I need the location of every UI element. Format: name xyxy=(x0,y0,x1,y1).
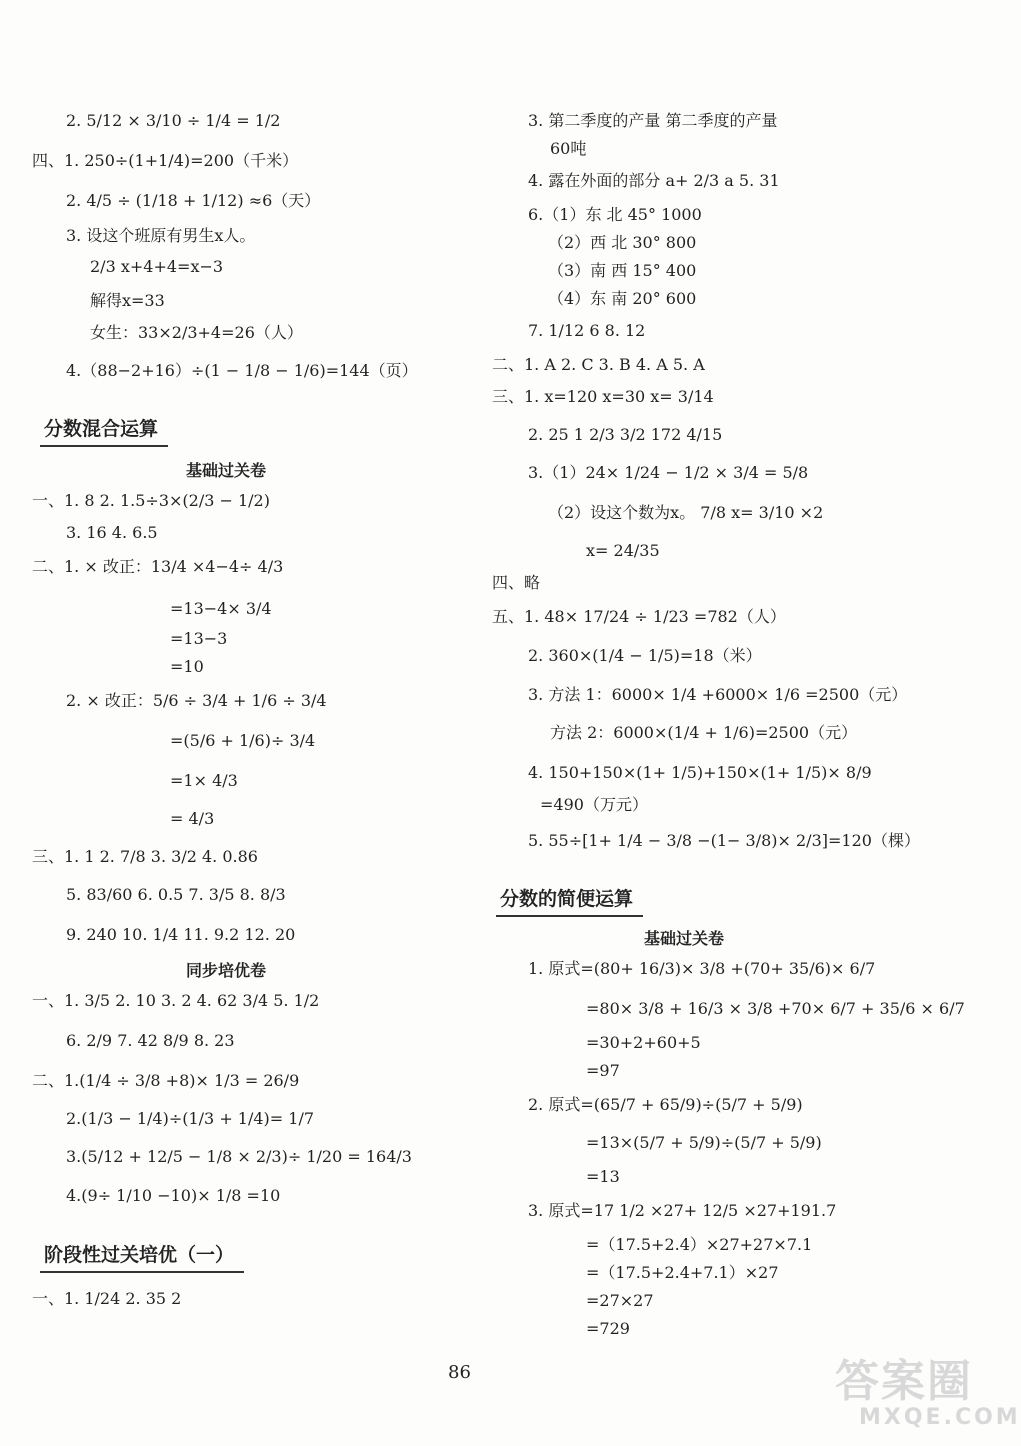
answer-line: 一、1. 1/24 2. 35 2 xyxy=(32,1289,182,1308)
answer-line: =13 xyxy=(586,1167,620,1186)
answer-line: 2. 25 1 2/3 3/2 172 4/15 xyxy=(528,425,723,444)
answer-line: 2.(1/3 − 1/4)÷(1/3 + 1/4)= 1/7 xyxy=(66,1109,315,1128)
section-title-fraction-mixed: 分数混合运算 xyxy=(44,414,158,441)
answer-line: 60吨 xyxy=(550,139,587,158)
answer-line: 2. 360×(1/4 − 1/5)=18（米） xyxy=(528,646,762,665)
answer-line: 3. 原式=17 1/2 ×27+ 12/5 ×27+191.7 xyxy=(528,1201,837,1220)
answer-line: =（17.5+2.4）×27+27×7.1 xyxy=(586,1235,813,1254)
answer-line: 2. 5/12 × 3/10 ÷ 1/4 = 1/2 xyxy=(66,111,281,130)
answer-line: =729 xyxy=(586,1319,630,1338)
answer-line: 3. 设这个班原有男生x人。 xyxy=(66,226,256,245)
answer-line: （4）东 南 20° 600 xyxy=(548,289,697,308)
answer-line: 五、1. 48× 17/24 ÷ 1/23 =782（人） xyxy=(492,607,786,626)
answer-line: 3. 第二季度的产量 第二季度的产量 xyxy=(528,111,778,130)
subsection-title-basic: 基础过关卷 xyxy=(644,929,725,948)
answer-line: 3. 方法 1：6000× 1/4 +6000× 1/6 =2500（元） xyxy=(528,685,908,704)
answer-line: =97 xyxy=(586,1061,620,1080)
answer-line: 9. 240 10. 1/4 11. 9.2 12. 20 xyxy=(66,925,296,944)
answer-line: 二、1. A 2. C 3. B 4. A 5. A xyxy=(492,355,705,374)
answer-line: x= 24/35 xyxy=(586,541,660,560)
answer-line: =27×27 xyxy=(586,1291,654,1310)
section-title-fraction-simple: 分数的简便运算 xyxy=(500,884,633,911)
subsection-title-sync: 同步培优卷 xyxy=(186,961,267,980)
answer-line: 二、1.(1/4 ÷ 3/8 +8)× 1/3 = 26/9 xyxy=(32,1071,300,1090)
watermark-logo xyxy=(835,1356,1021,1438)
answer-line: 4.（88−2+16）÷(1 − 1/8 − 1/6)=144（页） xyxy=(66,361,418,380)
answer-line: 7. 1/12 6 8. 12 xyxy=(528,321,646,340)
answer-line: 四、略 xyxy=(492,573,541,592)
answer-line: 3. 16 4. 6.5 xyxy=(66,523,158,542)
answer-line: 方法 2：6000×(1/4 + 1/6)=2500（元） xyxy=(550,723,858,742)
page-number: 86 xyxy=(448,1362,471,1383)
answer-line: 三、1. 1 2. 7/8 3. 3/2 4. 0.86 xyxy=(32,847,258,866)
answer-line: =490（万元） xyxy=(540,795,648,814)
answer-line: 2. 原式=(65/7 + 65/9)÷(5/7 + 5/9) xyxy=(528,1095,803,1114)
answer-line: 解得x=33 xyxy=(90,291,165,310)
answer-line: =10 xyxy=(170,657,204,676)
answer-line: =13−3 xyxy=(170,629,228,648)
answer-line: 4. 露在外面的部分 a+ 2/3 a 5. 31 xyxy=(528,171,780,190)
answer-line: 1. 原式=(80+ 16/3)× 3/8 +(70+ 35/6)× 6/7 xyxy=(528,959,876,978)
answer-line: =13×(5/7 + 5/9)÷(5/7 + 5/9) xyxy=(586,1133,822,1152)
answer-line: （2）设这个数为x。 7/8 x= 3/10 ×2 xyxy=(548,503,824,522)
answer-line: 四、1. 250÷(1+1/4)=200（千米） xyxy=(32,151,299,170)
answer-line: =30+2+60+5 xyxy=(586,1033,701,1052)
answer-line: 一、1. 3/5 2. 10 3. 2 4. 62 3/4 5. 1/2 xyxy=(32,991,320,1010)
answer-line: 一、1. 8 2. 1.5÷3×(2/3 − 1/2) xyxy=(32,491,270,510)
answer-line: = 4/3 xyxy=(170,809,215,828)
answer-line: =(5/6 + 1/6)÷ 3/4 xyxy=(170,731,316,750)
answer-line: （3）南 西 15° 400 xyxy=(548,261,697,280)
answer-line: 3.（1）24× 1/24 − 1/2 × 3/4 = 5/8 xyxy=(528,463,809,482)
answer-line: 2/3 x+4+4=x−3 xyxy=(90,257,224,276)
answer-line: 4. 150+150×(1+ 1/5)+150×(1+ 1/5)× 8/9 xyxy=(528,763,872,782)
answer-line: 2. 4/5 ÷ (1/18 + 1/12) ≈6（天） xyxy=(66,191,321,210)
answer-line: =1× 4/3 xyxy=(170,771,238,790)
answer-line: 6. 2/9 7. 42 8/9 8. 23 xyxy=(66,1031,235,1050)
watermark-text: 答案圈 xyxy=(835,1356,973,1407)
answer-line: 女生：33×2/3+4=26（人） xyxy=(90,323,303,342)
answer-line: 二、1. × 改正：13/4 ×4−4÷ 4/3 xyxy=(32,557,284,576)
watermark-url: MXQE.COM xyxy=(859,1405,1021,1430)
answer-line: 5. 55÷[1+ 1/4 − 3/8 −(1− 3/8)× 2/3]=120（棵） xyxy=(528,831,920,850)
answer-line: =13−4× 3/4 xyxy=(170,599,272,618)
subsection-title-basic: 基础过关卷 xyxy=(186,461,267,480)
answer-line: =（17.5+2.4+7.1）×27 xyxy=(586,1263,779,1282)
answer-line: 5. 83/60 6. 0.5 7. 3/5 8. 8/3 xyxy=(66,885,286,904)
answer-line: （2）西 北 30° 800 xyxy=(548,233,697,252)
answer-line: 4.(9÷ 1/10 −10)× 1/8 =10 xyxy=(66,1186,281,1205)
section-title-stage-one: 阶段性过关培优（一） xyxy=(44,1240,234,1267)
answer-line: =80× 3/8 + 16/3 × 3/8 +70× 6/7 + 35/6 × 6/7 xyxy=(586,999,965,1018)
answer-line: 2. × 改正：5/6 ÷ 3/4 + 1/6 ÷ 3/4 xyxy=(66,691,327,710)
answer-line: 三、1. x=120 x=30 x= 3/14 xyxy=(492,387,714,406)
answer-line: 3.(5/12 + 12/5 − 1/8 × 2/3)÷ 1/20 = 164/3 xyxy=(66,1147,412,1166)
answer-line: 6.（1）东 北 45° 1000 xyxy=(528,205,702,224)
